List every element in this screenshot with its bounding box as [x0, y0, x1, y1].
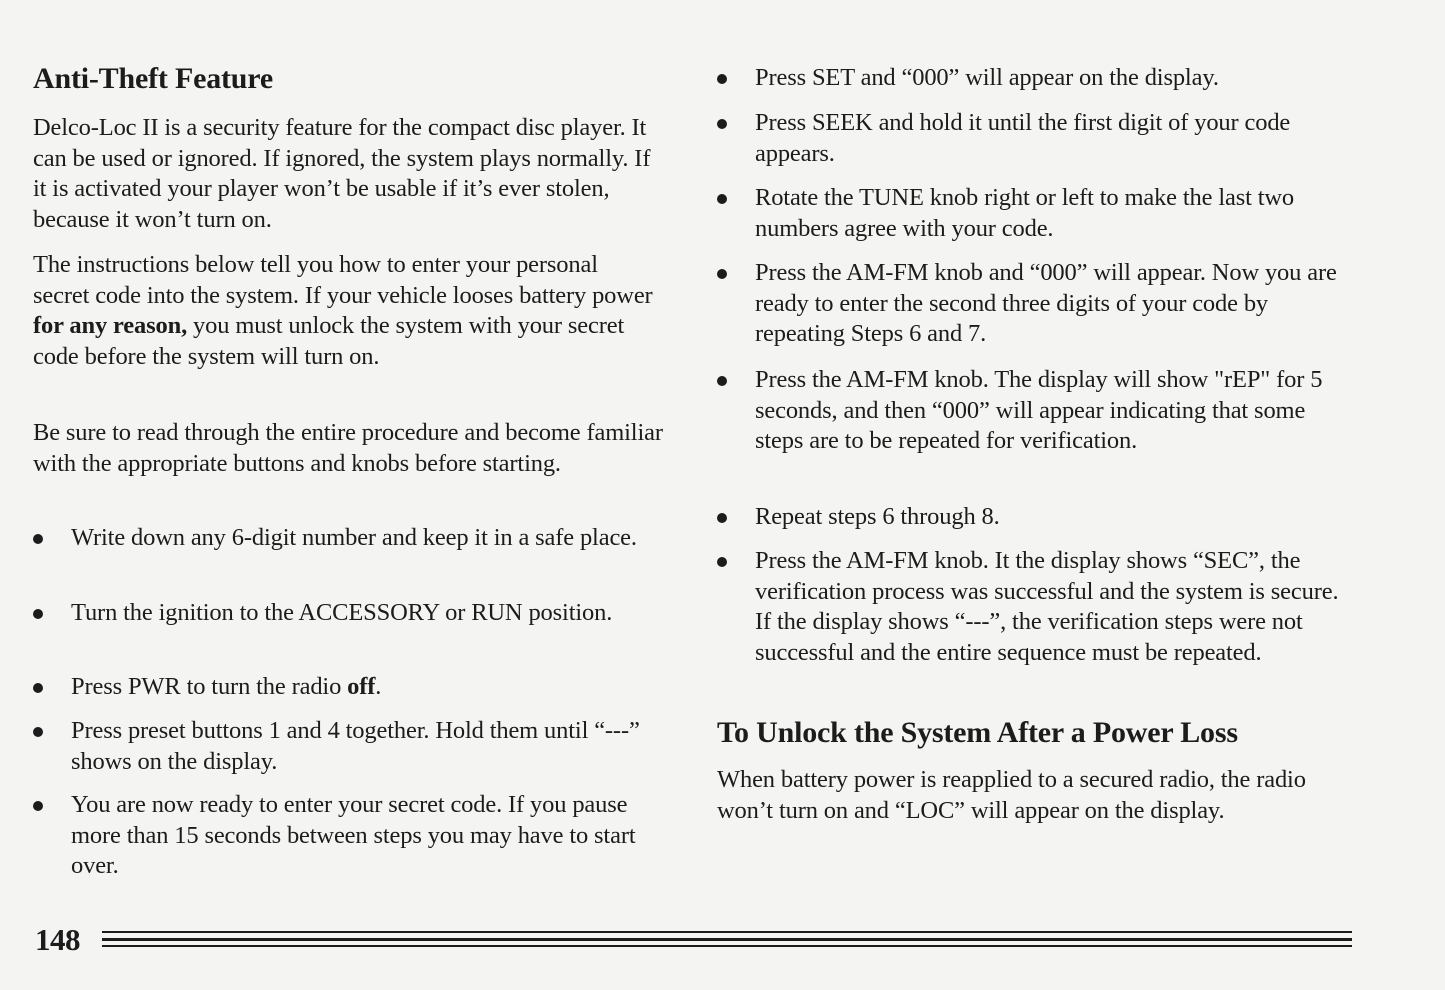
paragraph-intro: Delco-Loc II is a security feature for the compact disc player. It can be used or ignored. If ignored, the system plays normally. If it is activated your player won’t be usable if it’s ever stolen, because it won’t turn on.: [33, 114, 651, 233]
bullet-icon: [717, 119, 727, 129]
bullet-icon: [33, 609, 43, 619]
list-item-text: Press the AM-FM knob. It the display shows “SEC”, the verification process was successful and the system is secure. If the display shows “---”, the verification steps were not successful and the entire sequence must be repeated.: [755, 547, 1339, 666]
bullet-icon: [33, 727, 43, 737]
list-item-text-bold: off: [347, 673, 376, 700]
paragraph-instructions-pre: The instructions below tell you how to enter your personal secret code into the system. If your vehicle looses battery power: [33, 251, 653, 309]
bullet-icon: [33, 534, 43, 544]
bullet-icon: [717, 194, 727, 204]
paragraph-unlock: When battery power is reapplied to a secured radio, the radio won’t turn on and “LOC” will appear on the display.: [717, 766, 1306, 824]
bullet-icon: [717, 513, 727, 523]
paragraph-instructions-post: you must unlock the system with your secret code before the system will turn on.: [33, 312, 625, 370]
page-number: 148: [35, 922, 80, 957]
footer-rule-top: [102, 931, 1352, 933]
section-heading-anti-theft: Anti-Theft Feature: [33, 62, 273, 95]
list-item-text: [71, 672, 661, 703]
bullet-icon: [717, 269, 727, 279]
footer-rule-middle: [102, 938, 1352, 941]
list-item-text: Press preset buttons 1 and 4 together. Hold them until “---” shows on the display.: [71, 717, 640, 775]
list-item-text: Repeat steps 6 through 8.: [755, 503, 1000, 530]
bullet-icon: [717, 376, 727, 386]
section-heading-unlock: To Unlock the System After a Power Loss: [717, 716, 1238, 749]
list-item-text: You are now ready to enter your secret code. If you pause more than 15 seconds between steps you may have to start over.: [71, 791, 636, 880]
paragraph-instructions-bold: for any reason,: [33, 312, 188, 340]
footer-rule-bottom: [102, 945, 1352, 947]
list-item-text: Press SET and “000” will appear on the display.: [755, 64, 1219, 91]
bullet-icon: [717, 74, 727, 84]
list-item-text: Press SEEK and hold it until the first digit of your code appears.: [755, 109, 1291, 167]
bullet-icon: [33, 683, 43, 693]
bullet-icon: [717, 557, 727, 567]
list-item-text: Press the AM-FM knob and “000” will appear. Now you are ready to enter the second three digits of your code by repeating Steps 6 and 7.: [755, 259, 1337, 348]
bullet-icon: [33, 801, 43, 811]
list-item-text-post: .: [375, 673, 382, 700]
paragraph-be-sure: Be sure to read through the entire procedure and become familiar with the appropriate buttons and knobs before starting.: [33, 419, 663, 477]
paragraph-instructions: [33, 250, 658, 372]
list-item-text: Press the AM-FM knob. The display will show "rEP" for 5 seconds, and then “000” will appear indicating that some steps are to be repeated for verification.: [755, 366, 1323, 455]
list-item-text: Write down any 6-digit number and keep it in a safe place.: [71, 524, 637, 551]
list-item-text-pre: Press PWR to turn the radio: [71, 673, 348, 700]
list-item-text: Rotate the TUNE knob right or left to make the last two numbers agree with your code.: [755, 184, 1295, 242]
list-item-text: Turn the ignition to the ACCESSORY or RUN position.: [71, 599, 613, 626]
